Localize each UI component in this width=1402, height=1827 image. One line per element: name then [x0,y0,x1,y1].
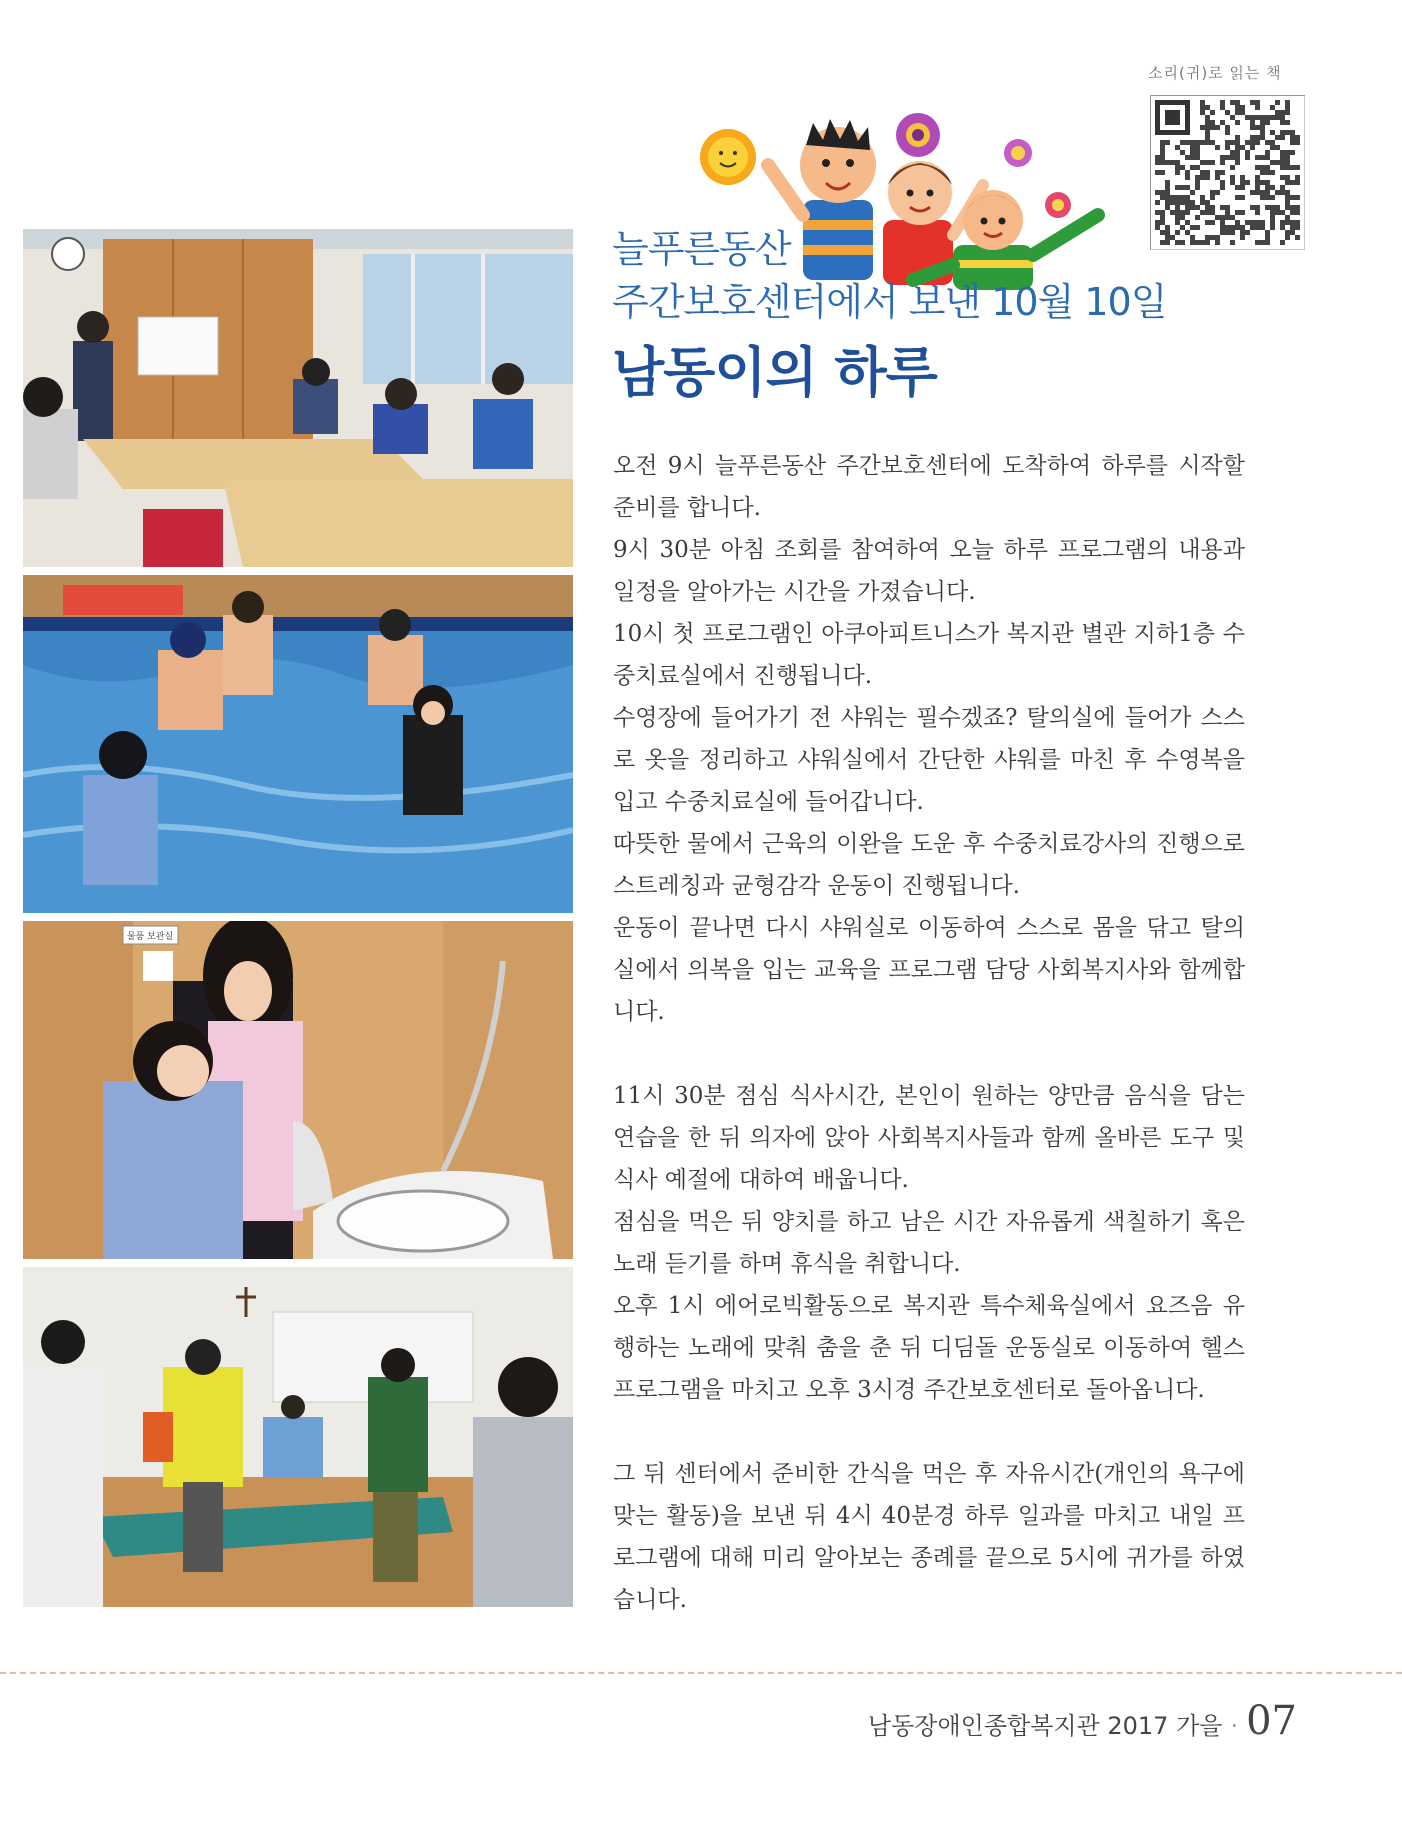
publication-name: 남동장애인종합복지관 2017 가을 [867,1712,1223,1740]
subtitle-line-2: 주간보호센터에서 보낸 10월 10일 [612,280,1167,324]
door-sign: 물품 보관실 [126,932,174,942]
paragraph: 따뜻한 물에서 근육의 이완을 도운 후 수중치료강사의 진행으로 스트레칭과 균형감각 운동이 진행됩니다. [613,831,1245,899]
paragraph: 9시 30분 아침 조회를 참여하여 오늘 하루 프로그램의 내용과 일정을 알아가는 시간을 가졌습니다. [613,537,1245,605]
pool-therapy-photo [23,575,573,913]
page-title: 남동이의 하루 [612,341,937,404]
qr-code-icon[interactable] [1150,95,1305,250]
footer-separator: · [1230,1712,1239,1740]
aerobics-photo [23,1267,573,1607]
paragraph: 그 뒤 센터에서 준비한 간식을 먹은 후 자유시간(개인의 욕구에 맞는 활동)을 보낸 뒤 4시 40분경 하루 일과를 마치고 내일 프로그램에 대해 미리 알아보는 종례를 끝으로 5시에 귀가를 하였습니다. [613,1461,1245,1613]
qr-caption: 소리(귀)로 읽는 책 [1148,64,1282,82]
page-number: 07 [1246,1698,1297,1744]
article-body [613,445,1245,1621]
footer-divider [0,1672,1402,1674]
paragraph: 운동이 끝나면 다시 샤워실로 이동하여 스스로 몸을 닦고 탈의실에서 의복을 입는 교육을 프로그램 담당 사회복지사와 함께합니다. [613,915,1245,1025]
page-footer [868,1698,1297,1744]
subtitle-line-1: 늘푸른동산 [612,227,791,271]
classroom-photo [23,229,573,567]
paragraph: 점심을 먹은 뒤 양치를 하고 남은 시간 자유롭게 색칠하기 혹은 노래 듣기를 하며 휴식을 취합니다. [613,1209,1245,1277]
paragraph: 수영장에 들어가기 전 샤워는 필수겠죠? 탈의실에 들어가 스스로 옷을 정리하고 샤워실에서 간단한 샤워를 마친 후 수영복을 입고 수중치료실에 들어갑니다. [613,705,1245,815]
paragraph: 오후 1시 에어로빅활동으로 복지관 특수체육실에서 요즈음 유행하는 노래에 맞춰 춤을 춘 뒤 디딤돌 운동실로 이동하여 헬스 프로그램을 마치고 오후 3시경 주간보호센터로 돌아옵니다. [613,1293,1245,1403]
washroom-photo [23,921,573,1259]
paragraph: 11시 30분 점심 식사시간, 본인이 원하는 양만큼 음식을 담는 연습을 한 뒤 의자에 앉아 사회복지사들과 함께 올바른 도구 및 식사 예절에 대하여 배웁니다. [613,1083,1245,1193]
paragraph: 오전 9시 늘푸른동산 주간보호센터에 도착하여 하루를 시작할 준비를 합니다. [613,453,1245,521]
paragraph: 10시 첫 프로그램인 아쿠아피트니스가 복지관 별관 지하1층 수중치료실에서 진행됩니다. [613,621,1245,689]
